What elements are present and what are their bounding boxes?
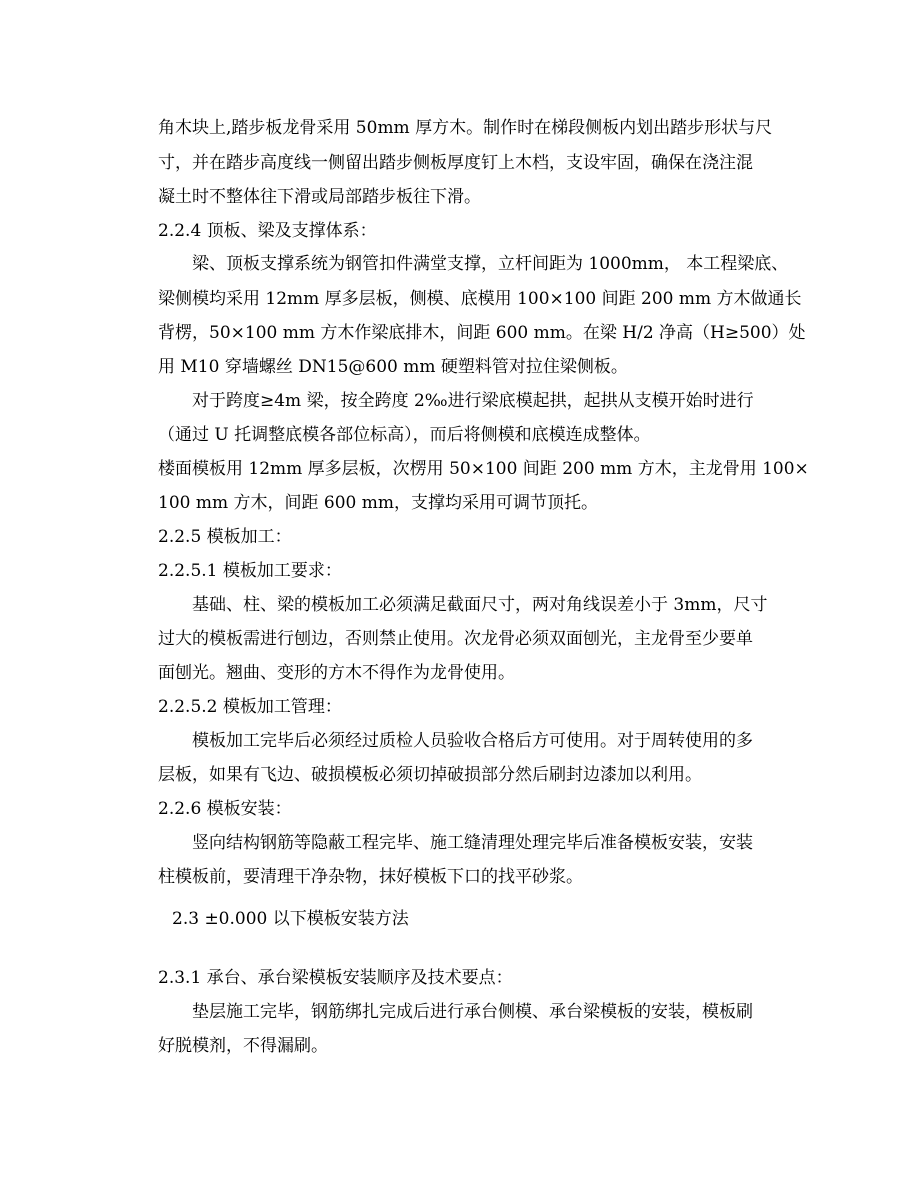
- section-heading-2-2-6: 2.2.6 模板安装：: [158, 799, 292, 819]
- paragraph-line: 层板，如果有飞边、破损模板必须切掉破损部分然后刷封边漆加以利用。: [158, 765, 702, 785]
- paragraph-line: 柱模板前，要清理干净杂物，抹好模板下口的找平砂浆。: [158, 867, 583, 887]
- paragraph-line: 梁侧模均采用 12mm 厚多层板，侧模、底模用 100×100 间距 200 mm 方木做通长: [158, 289, 802, 309]
- section-heading-2-3: 2.3 ±0.000 以下模板安装方法: [172, 909, 409, 929]
- paragraph-line: （通过 U 托调整底模各部位标高），而后将侧模和底模连成整体。: [158, 425, 651, 445]
- section-heading-2-3-1: 2.3.1 承台、承台梁模板安装顺序及技术要点：: [158, 968, 513, 988]
- paragraph-line: 背楞，50×100 mm 方木作梁底排木，间距 600 mm。在梁 H/2 净高（H≥500）处: [158, 323, 806, 343]
- section-heading-2-2-5-1: 2.2.5.1 模板加工要求：: [158, 561, 342, 581]
- section-heading-2-2-5-2: 2.2.5.2 模板加工管理：: [158, 697, 342, 717]
- paragraph-line: 好脱模剂，不得漏刷。: [158, 1036, 328, 1056]
- section-heading-2-2-4: 2.2.4 顶板、梁及支撑体系：: [158, 221, 377, 241]
- paragraph-line: 基础、柱、梁的模板加工必须满足截面尺寸，两对角线误差小于 3mm，尺寸: [192, 595, 768, 615]
- paragraph-line: 垫层施工完毕，钢筋绑扎完成后进行承台侧模、承台梁模板的安装，模板刷: [192, 1002, 753, 1022]
- paragraph-line: 用 M10 穿墙螺丝 DN15@600 mm 硬塑料管对拉住梁侧板。: [158, 357, 628, 377]
- section-heading-2-2-5: 2.2.5 模板加工：: [158, 527, 292, 547]
- paragraph-line: 面刨光。翘曲、变形的方木不得作为龙骨使用。: [158, 663, 515, 683]
- paragraph-line: 寸，并在踏步高度线一侧留出踏步侧板厚度钉上木档，支设牢固，确保在浇注混: [158, 153, 753, 173]
- paragraph-line: 梁、顶板支撑系统为钢管扣件满堂支撑，立杆间距为 1000mm， 本工程梁底、: [192, 254, 789, 274]
- paragraph-line: 100 mm 方木，间距 600 mm，支撑均采用可调节顶托。: [158, 493, 598, 513]
- paragraph-line: 模板加工完毕后必须经过质检人员验收合格后方可使用。对于周转使用的多: [192, 731, 753, 751]
- paragraph-line: 楼面模板用 12mm 厚多层板，次楞用 50×100 间距 200 mm 方木，主龙骨用 100×: [158, 459, 809, 479]
- paragraph-line: 竖向结构钢筋等隐蔽工程完毕、施工缝清理处理完毕后准备模板安装，安装: [192, 833, 753, 853]
- paragraph-line: 角木块上,踏步板龙骨采用 50mm 厚方木。制作时在梯段侧板内划出踏步形状与尺: [158, 118, 773, 138]
- paragraph-line: 对于跨度≥4m 梁，按全跨度 2‰进行梁底模起拱，起拱从支模开始时进行: [192, 391, 754, 411]
- paragraph-line: 凝土时不整体往下滑或局部踏步板往下滑。: [158, 187, 481, 207]
- paragraph-line: 过大的模板需进行刨边，否则禁止使用。次龙骨必须双面刨光，主龙骨至少要单: [158, 629, 753, 649]
